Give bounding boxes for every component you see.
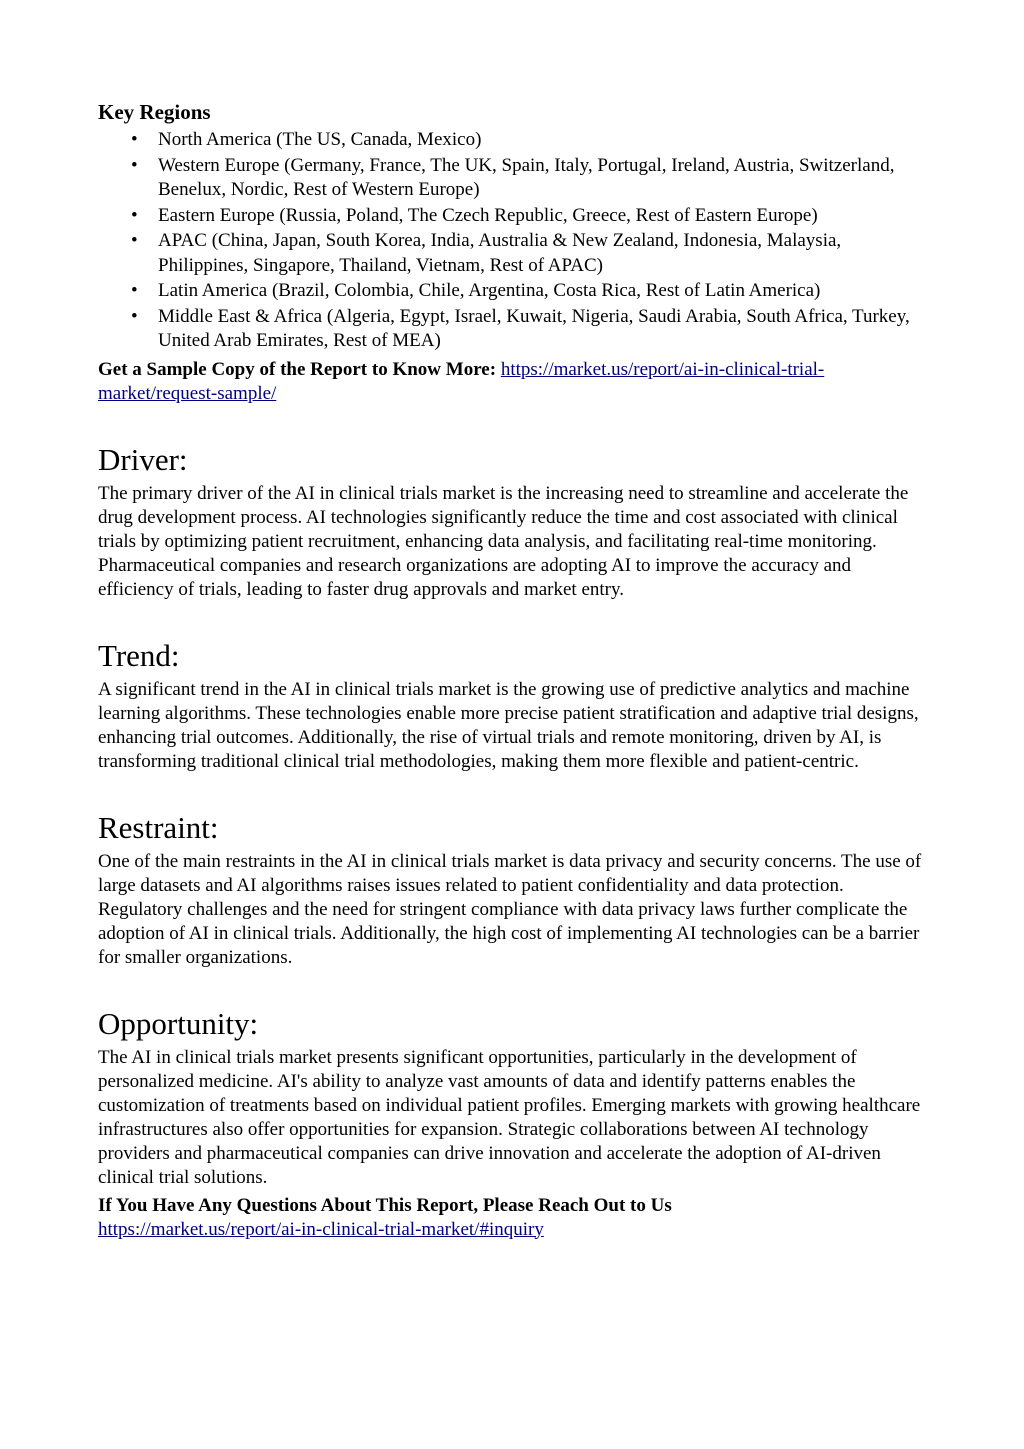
driver-paragraph: The primary driver of the AI in clinical trials market is the increasing need to streamline and accelerate the drug development process. AI technologies significantly reduce the time and cost associated with clinical trials by optimizing patient recruitment, enhancing data analysis, and facilitating real-time monitoring. Pharmaceutical companies and research organizations are adopting AI to improve the accuracy and efficiency of trials, leading to faster drug approvals and market entry. xyxy=(98,482,909,600)
trend-section xyxy=(98,638,928,774)
inquiry-cta xyxy=(98,1194,928,1242)
trend-paragraph: A significant trend in the AI in clinical trials market is the growing use of predictive analytics and machine learning algorithms. These technologies enable more precise patient stratification and adaptive trial designs, enhancing trial outcomes. Additionally, the rise of virtual trials and remote monitoring, driven by AI, is transforming traditional clinical trial methodologies, making them more flexible and patient-centric. xyxy=(98,678,919,772)
sample-request-cta xyxy=(98,358,928,406)
key-regions-list xyxy=(98,128,928,354)
driver-heading: Driver: xyxy=(98,441,188,477)
list-item xyxy=(98,154,928,203)
bullet-icon: • xyxy=(131,129,138,150)
document-page xyxy=(98,98,928,1242)
bullet-icon: • xyxy=(131,280,138,301)
inquiry-lead: If You Have Any Questions About This Report, Please Reach Out to Us xyxy=(98,1194,672,1216)
list-item xyxy=(98,204,928,229)
opportunity-paragraph: The AI in clinical trials market presents significant opportunities, particularly in the development of personalized medicine. AI's ability to analyze vast amounts of data and identify patterns enables the customization of treatments based on individual patient profiles. Emerging markets with growing healthcare infrastructures also offer opportunities for expansion. Strategic collaborations between AI technology providers and pharmaceutical companies can drive innovation and accelerate the adoption of AI-driven clinical trial solutions. xyxy=(98,1046,921,1188)
opportunity-heading: Opportunity: xyxy=(98,1005,259,1041)
bullet-icon: • xyxy=(131,204,138,226)
trend-heading: Trend: xyxy=(98,637,180,673)
key-regions-title: Key Regions xyxy=(98,100,211,124)
region-text: Western Europe (Germany, France, The UK, Spain, Italy, Portugal, Ireland, Austria, Switzerland, Benelux, Nordic, Rest of Western Europe) xyxy=(158,154,895,200)
region-text: Middle East & Africa (Algeria, Egypt, Israel, Kuwait, Nigeria, Saudi Arabia, South Africa, Turkey, United Arab Emirates, Rest of MEA) xyxy=(158,305,910,351)
restraint-paragraph: One of the main restraints in the AI in clinical trials market is data privacy and security concerns. The use of large datasets and AI algorithms raises issues related to patient confidentiality and data protection. Regulatory challenges and the need for stringent compliance with data privacy laws further complicate the adoption of AI in clinical trials. Additionally, the high cost of implementing AI technologies can be a barrier for smaller organizations. xyxy=(98,850,922,968)
list-item xyxy=(98,229,928,278)
sample-request-lead: Get a Sample Copy of the Report to Know More: xyxy=(98,358,497,380)
region-text: North America (The US, Canada, Mexico) xyxy=(158,129,482,150)
bullet-icon: • xyxy=(131,154,138,176)
bullet-icon: • xyxy=(131,305,138,327)
opportunity-section xyxy=(98,1006,928,1190)
sample-request-link[interactable]: https://market.us/report/ai-in-clinical-trial-market/request-sample/ xyxy=(98,358,825,404)
region-text: Latin America (Brazil, Colombia, Chile, Argentina, Costa Rica, Rest of Latin America) xyxy=(158,280,821,301)
region-text: Eastern Europe (Russia, Poland, The Czech Republic, Greece, Rest of Eastern Europe) xyxy=(158,204,818,226)
driver-section xyxy=(98,442,928,602)
inquiry-link[interactable]: https://market.us/report/ai-in-clinical-trial-market/#inquiry xyxy=(98,1218,544,1240)
region-text: APAC (China, Japan, South Korea, India, Australia & New Zealand, Indonesia, Malaysia, Philippines, Singapore, Thailand, Vietnam, Rest of APAC) xyxy=(158,230,842,276)
restraint-heading: Restraint: xyxy=(98,809,219,845)
list-item xyxy=(98,128,928,153)
list-item xyxy=(98,305,928,354)
list-item xyxy=(98,279,928,304)
restraint-section xyxy=(98,810,928,970)
bullet-icon: • xyxy=(131,230,138,251)
